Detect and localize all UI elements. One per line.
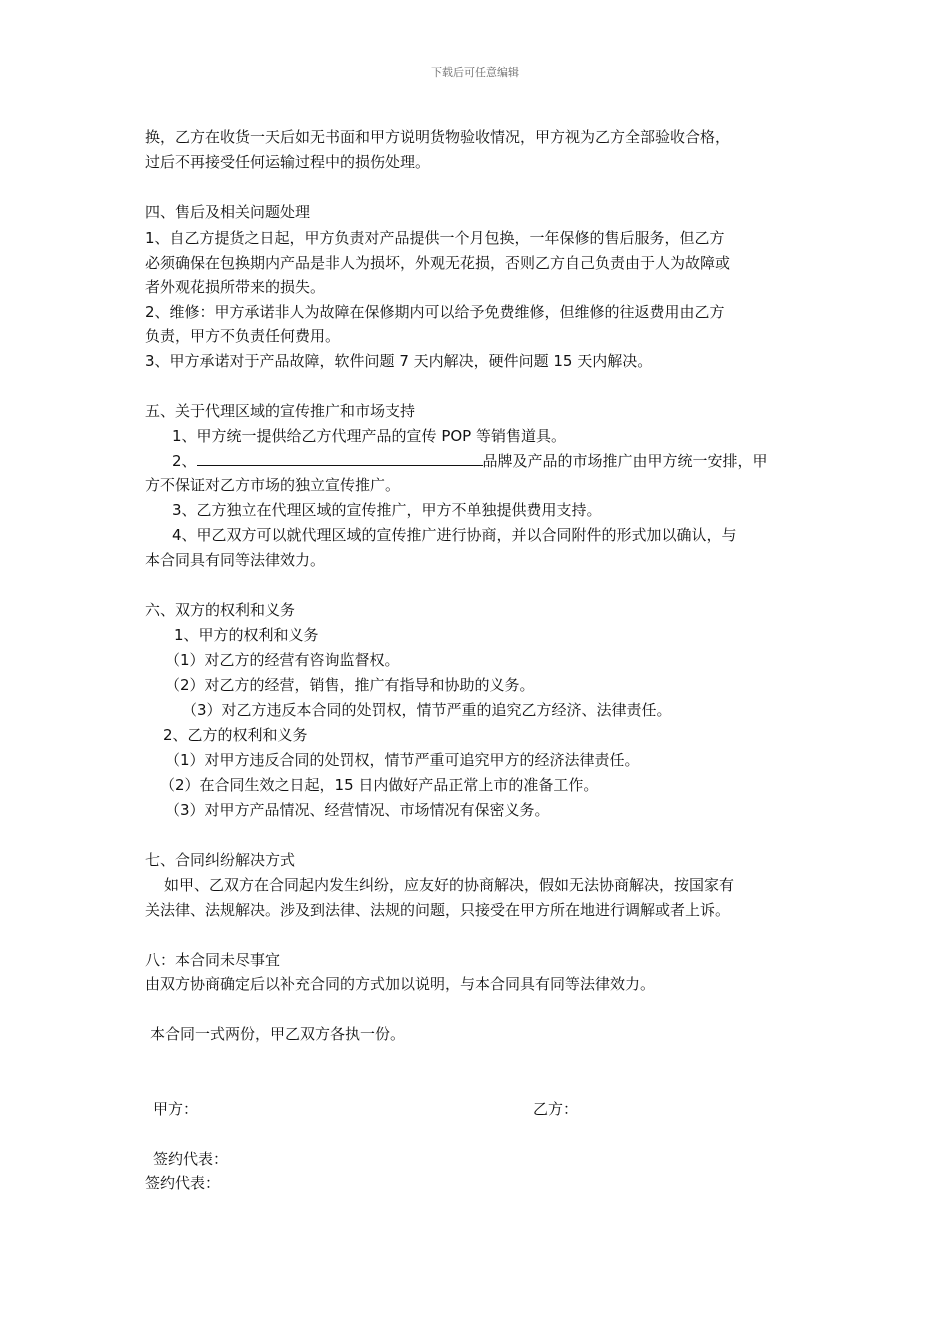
section-8-body: 由双方协商确定后以补充合同的方式加以说明，与本合同具有同等法律效力。 [145,975,656,993]
section-6-party-a-heading: 1、甲方的权利和义务 [174,626,319,644]
section-6-party-b-item-2: （2）在合同生效之日起，15 日内做好产品正常上市的准备工作。 [160,776,599,794]
section-4-item-1-line-1: 1、自乙方提货之日起，甲方负责对产品提供一个月包换，一年保修的售后服务，但乙方 [145,229,725,247]
brand-name-blank [197,451,483,466]
page-header-note: 下载后可任意编辑 [431,66,519,79]
copies-statement: 本合同一式两份，甲乙双方各执一份。 [150,1025,406,1043]
section-5-item-1: 1、甲方统一提供给乙方代理产品的宣传 POP 等销售道具。 [172,427,566,445]
section-6-title: 六、双方的权利和义务 [145,601,296,619]
section-7-body-line-1: 如甲、乙双方在合同起内发生纠纷，应友好的协商解决，假如无法协商解决，按国家有 [164,876,735,894]
section-7-body-line-2: 关法律、法规解决。涉及到法律、法规的问题，只接受在甲方所在地进行调解或者上诉。 [145,901,731,919]
clause-continuation-line-1: 换，乙方在收货一天后如无书面和甲方说明货物验收情况，甲方视为乙方全部验收合格， [145,128,731,146]
section-5-item-4-line-1: 4、甲乙双方可以就代理区域的宣传推广进行协商，并以合同附件的形式加以确认，与 [172,526,737,544]
section-5-item-2-text: 品牌及产品的市场推广由甲方统一安排，甲 [482,452,768,470]
party-b-representative-label: 签约代表： [145,1174,221,1192]
section-8-title: 八：本合同未尽事宜 [145,951,281,969]
section-4-item-1-line-2: 必须确保在包换期内产品是非人为损坏，外观无花损，否则乙方自己负责由于人为故障或 [145,254,731,272]
section-4-item-2-line-1: 2、维修：甲方承诺非人为故障在保修期内可以给予免费维修，但维修的往返费用由乙方 [145,303,725,321]
section-5-item-2-line-1 [172,451,768,471]
section-4-item-2-line-2: 负责，甲方不负责任何费用。 [145,327,341,345]
section-7-title: 七、合同纠纷解决方式 [145,851,296,869]
section-4-item-1-line-3: 者外观花损所带来的损失。 [145,278,326,296]
section-4-title: 四、售后及相关问题处理 [145,203,311,221]
section-5-item-3: 3、乙方独立在代理区域的宣传推广，甲方不单独提供费用支持。 [172,501,602,519]
section-4-item-3: 3、甲方承诺对于产品故障，软件问题 7 天内解决，硬件问题 15 天内解决。 [145,352,653,370]
section-6-party-b-heading: 2、乙方的权利和义务 [163,726,308,744]
section-6-party-b-item-3: （3）对甲方产品情况、经营情况、市场情况有保密义务。 [165,801,550,819]
section-6-party-a-item-3: （3）对乙方违反本合同的处罚权，情节严重的追究乙方经济、法律责任。 [182,701,672,719]
section-6-party-a-item-1: （1）对乙方的经营有咨询监督权。 [165,651,400,669]
party-a-representative-label: 签约代表： [153,1150,229,1168]
party-b-label: 乙方： [533,1100,579,1118]
section-5-title: 五、关于代理区域的宣传推广和市场支持 [145,402,416,420]
clause-continuation-line-2: 过后不再接受任何运输过程中的损伤处理。 [145,153,431,171]
section-5-item-2-line-2: 方不保证对乙方市场的独立宣传推广。 [145,476,401,494]
party-a-label: 甲方： [153,1100,199,1118]
section-5-item-4-line-2: 本合同具有同等法律效力。 [145,551,326,569]
section-6-party-b-item-1: （1）对甲方违反合同的处罚权，情节严重可追究甲方的经济法律责任。 [165,751,640,769]
section-5-item-2-number: 2、 [172,452,197,470]
section-6-party-a-item-2: （2）对乙方的经营，销售，推广有指导和协助的义务。 [165,676,535,694]
